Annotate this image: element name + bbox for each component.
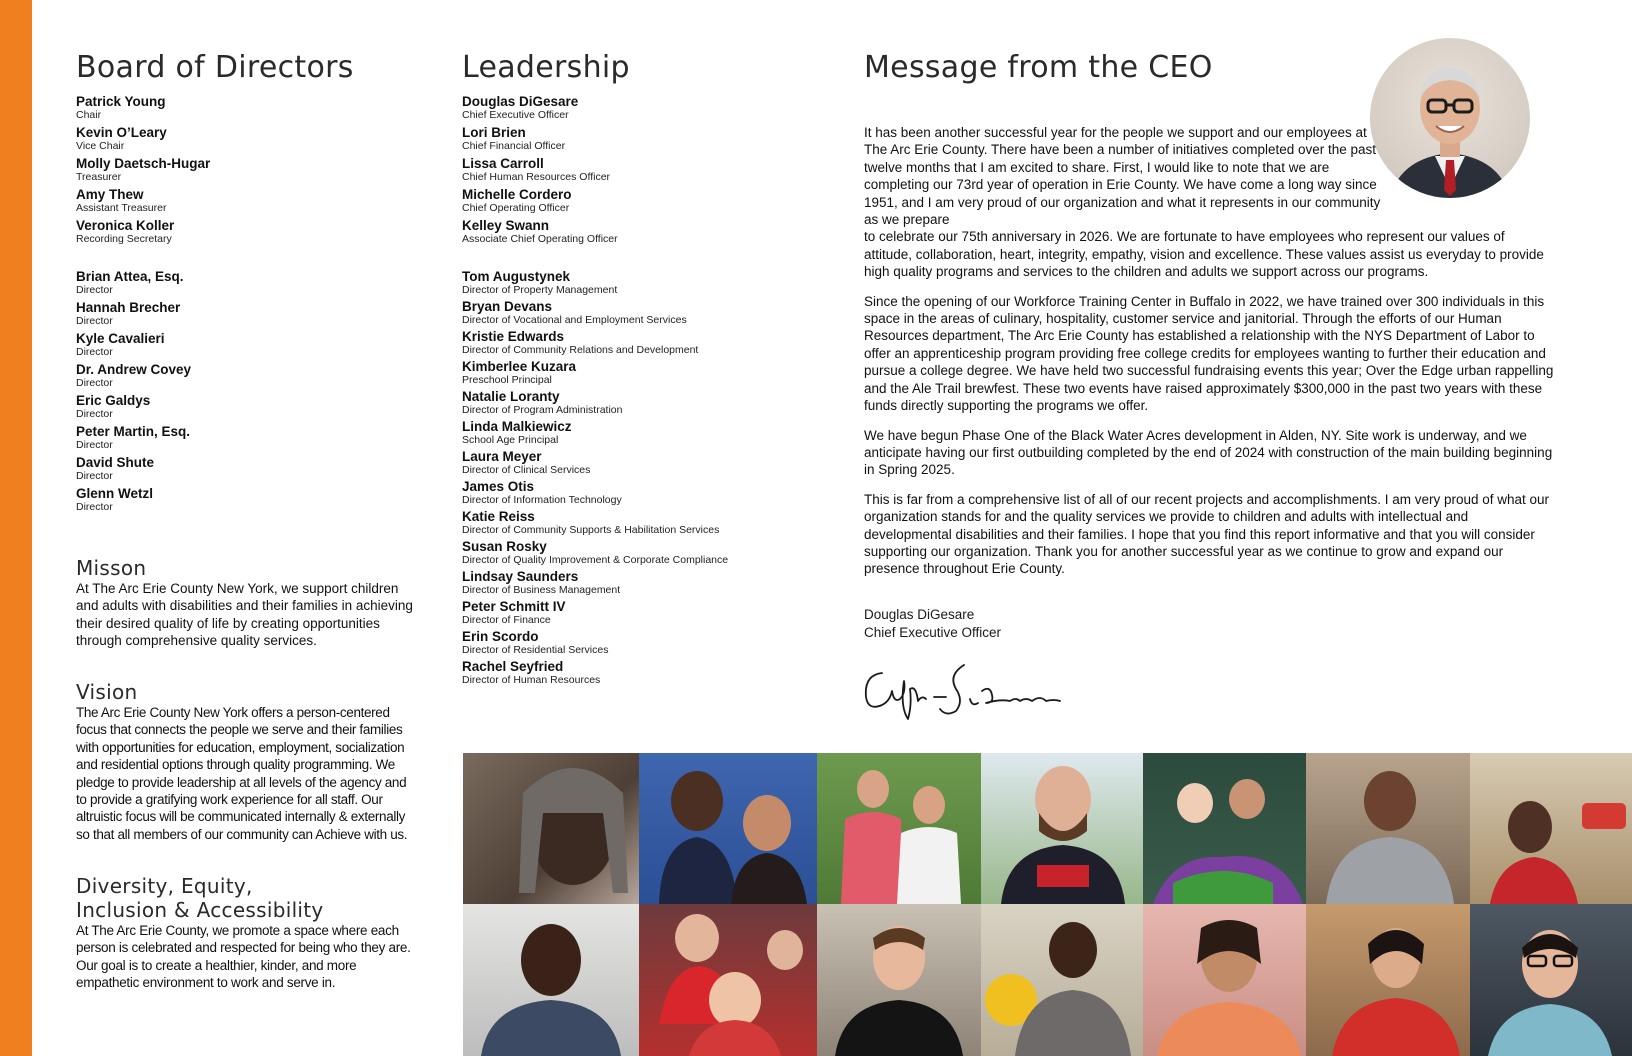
board-officer-name: Molly Daetsch-Hugar: [76, 156, 211, 171]
leadership-executive-entry: [462, 187, 822, 214]
photo-young-man-smiling: [463, 904, 639, 1056]
leadership-director-name: Erin Scordo: [462, 629, 539, 644]
board-director-name: Glenn Wetzl: [76, 486, 154, 501]
ceo-heading: Message from the CEO: [864, 50, 1213, 85]
leadership-director-title: Director of Vocational and Employment Services: [462, 314, 687, 326]
leadership-director-title: Director of Quality Improvement & Corporate Compliance: [462, 554, 729, 566]
board-director-name: Eric Galdys: [76, 393, 151, 408]
leadership-director-entry: [462, 419, 822, 446]
board-heading: Board of Directors: [76, 50, 354, 85]
board-officer-name: Kevin O’Leary: [76, 125, 167, 140]
photo-two-people-blue: [639, 753, 817, 904]
board-director-title: Director: [76, 408, 113, 420]
leadership-director-title: Director of Residential Services: [462, 644, 609, 656]
leadership-director-title: Director of Program Administration: [462, 404, 623, 416]
board-officer-name: Patrick Young: [76, 94, 166, 109]
leadership-executives-list: [462, 94, 822, 245]
photo-man-puma-hoodie: [1306, 753, 1470, 904]
board-directors-list: [76, 269, 416, 513]
leadership-executive-name: Michelle Cordero: [462, 187, 572, 202]
board-officer-entry: [76, 218, 416, 245]
board-director-entry: [76, 486, 416, 513]
leadership-director-title: Director of Property Management: [462, 284, 618, 296]
leadership-director-entry: [462, 539, 822, 566]
board-director-entry: [76, 393, 416, 420]
board-officer-name: Amy Thew: [76, 187, 144, 202]
leadership-director-entry: [462, 629, 822, 656]
board-officer-title: Treasurer: [76, 171, 122, 183]
leadership-director-name: Linda Malkiewicz: [462, 419, 572, 434]
board-director-title: Director: [76, 284, 113, 296]
ceo-message-body: [864, 124, 1554, 590]
leadership-executive-entry: [462, 156, 822, 183]
leadership-director-title: Director of Community Relations and Development: [462, 344, 699, 356]
leadership-director-name: James Otis: [462, 479, 535, 494]
leadership-executive-entry: [462, 218, 822, 245]
mission-section: [76, 556, 416, 650]
leadership-director-name: Rachel Seyfried: [462, 659, 564, 674]
ceo-paragraph-4: This is far from a comprehensive list of all of our recent projects and accomplishments. I am very proud of what our organization stands for and the quality services we provide to children and adults with intellectual and developmental disabilities and their families. I hope that you find this report informative and that you will consider supporting our organization. Thank you for another successful year as we continue to grow and expand our presence throughout Erie County.: [864, 491, 1550, 577]
leadership-director-title: Preschool Principal: [462, 374, 552, 386]
board-director-name: David Shute: [76, 455, 155, 470]
photo-woman-braids: [463, 753, 639, 904]
mission-heading: Misson: [76, 556, 147, 580]
leadership-director-title: Director of Community Supports & Habilitation Services: [462, 524, 720, 536]
leadership-director-entry: [462, 509, 822, 536]
photo-two-kids-play: [1143, 753, 1306, 904]
ceo-signature: [860, 655, 1080, 725]
leadership-executive-title: Chief Operating Officer: [462, 202, 570, 214]
leadership-director-entry: [462, 449, 822, 476]
ceo-signoff: [864, 606, 1001, 642]
vision-section: [76, 680, 416, 843]
board-officer-entry: [76, 187, 416, 214]
leadership-executive-title: Chief Human Resources Officer: [462, 171, 611, 183]
leadership-executive-name: Douglas DiGesare: [462, 94, 579, 109]
leadership-director-name: Tom Augustynek: [462, 269, 571, 284]
ceo-paragraph-3: We have begun Phase One of the Black Water Acres development in Alden, NY. Site work is underway, and we anticipate having our first outbuilding completed by the end of 2024 with construction of the main building beginning in Spring 2025.: [864, 427, 1553, 478]
photo-young-man-wheelchair: [817, 904, 981, 1056]
leadership-director-title: Director of Human Resources: [462, 674, 601, 686]
leadership-director-entry: [462, 329, 822, 356]
leadership-director-name: Natalie Loranty: [462, 389, 560, 404]
board-officer-title: Recording Secretary: [76, 233, 172, 245]
board-director-entry: [76, 331, 416, 358]
photo-man-gray-shirt: [981, 904, 1143, 1056]
leadership-heading: Leadership: [462, 50, 630, 85]
photo-man-beard-shirt: [981, 753, 1143, 904]
board-director-name: Brian Attea, Esq.: [76, 269, 184, 284]
leadership-executive-entry: [462, 125, 822, 152]
leadership-director-title: School Age Principal: [462, 434, 559, 446]
dei-heading-line2: Inclusion & Accessibility: [76, 898, 324, 922]
board-officer-name: Veronica Koller: [76, 218, 175, 233]
board-director-entry: [76, 300, 416, 327]
leadership-director-entry: [462, 299, 822, 326]
board-director-entry: [76, 362, 416, 389]
board-officer-title: Vice Chair: [76, 140, 125, 152]
board-director-title: Director: [76, 346, 113, 358]
board-director-title: Director: [76, 439, 113, 451]
board-director-entry: [76, 424, 416, 451]
board-officer-entry: [76, 125, 416, 152]
leadership-director-name: Bryan Devans: [462, 299, 553, 314]
leadership-director-name: Kimberlee Kuzara: [462, 359, 577, 374]
leadership-director-entry: [462, 599, 822, 626]
board-director-entry: [76, 269, 416, 296]
signoff-title: Chief Executive Officer: [864, 625, 1002, 640]
leadership-director-title: Director of Information Technology: [462, 494, 622, 506]
vision-text: The Arc Erie County New York offers a person-centered focus that connects the people we serve and their families with opportunities for education, employment, socialization and residential options through quality programming. We pledge to provide leadership at all levels of the agency and to provide a gratifying work experience for all staff. Our altruistic focus will be communicated internally & externally so that all members of our community can Achieve with us.: [76, 705, 408, 842]
leadership-director-name: Kristie Edwards: [462, 329, 565, 344]
leadership-director-entry: [462, 569, 822, 596]
vision-heading: Vision: [76, 680, 138, 704]
leadership-executive-title: Chief Financial Officer: [462, 140, 566, 152]
leadership-executive-name: Lissa Carroll: [462, 156, 544, 171]
leadership-section: [462, 50, 822, 689]
board-director-name: Hannah Brecher: [76, 300, 181, 315]
leadership-director-entry: [462, 359, 822, 386]
board-director-entry: [76, 455, 416, 482]
board-director-title: Director: [76, 315, 113, 327]
leadership-director-name: Katie Reiss: [462, 509, 535, 524]
signoff-name: Douglas DiGesare: [864, 607, 975, 622]
board-of-directors-section: [76, 50, 416, 517]
photo-child-toys: [1470, 753, 1632, 904]
dei-heading-line1: Diversity, Equity,: [76, 874, 253, 898]
dei-section: [76, 874, 416, 992]
board-director-name: Peter Martin, Esq.: [76, 424, 191, 439]
photo-collage: [463, 753, 1632, 1056]
photo-two-men-outdoors: [817, 753, 981, 904]
leadership-director-name: Susan Rosky: [462, 539, 547, 554]
leadership-director-name: Laura Meyer: [462, 449, 542, 464]
leadership-director-name: Lindsay Saunders: [462, 569, 579, 584]
board-officer-entry: [76, 156, 416, 183]
board-director-title: Director: [76, 377, 113, 389]
leadership-director-entry: [462, 479, 822, 506]
board-officers-list: [76, 94, 416, 245]
leadership-executive-entry: [462, 94, 822, 121]
board-director-title: Director: [76, 470, 113, 482]
leadership-executive-title: Associate Chief Operating Officer: [462, 233, 618, 245]
orange-accent-bar: [0, 0, 32, 1056]
leadership-director-name: Peter Schmitt IV: [462, 599, 566, 614]
leadership-director-title: Director of Business Management: [462, 584, 621, 596]
leadership-directors-list: [462, 269, 822, 686]
leadership-executive-name: Kelley Swann: [462, 218, 550, 233]
leadership-executive-title: Chief Executive Officer: [462, 109, 569, 121]
board-director-name: Dr. Andrew Covey: [76, 362, 192, 377]
leadership-director-entry: [462, 269, 822, 296]
photo-woman-orange-shirt: [1143, 904, 1306, 1056]
leadership-director-entry: [462, 659, 822, 686]
board-officer-entry: [76, 94, 416, 121]
leadership-director-title: Director of Clinical Services: [462, 464, 591, 476]
board-director-title: Director: [76, 501, 113, 513]
board-director-name: Kyle Cavalieri: [76, 331, 165, 346]
leadership-director-title: Director of Finance: [462, 614, 551, 626]
ceo-paragraph-1b: to celebrate our 75th anniversary in 2026. We are fortunate to have employees who represent our values of attitude, collaboration, heart, integrity, empathy, vision and excellence. These values assist us everyday to provide high quality programs and services to the children and adults we support across our programs.: [864, 229, 1544, 280]
photo-boy-red-hoodie: [1306, 904, 1470, 1056]
leadership-executive-name: Lori Brien: [462, 125, 526, 140]
dei-text: At The Arc Erie County, we promote a space where each person is celebrated and respected for being who they are. Our goal is to create a healthier, kinder, and more empathetic environment to work and serve in.: [76, 923, 411, 991]
ceo-paragraph-1a: It has been another successful year for the people we support and our employees at The Arc Erie County. There have been a number of initiatives completed over the past twelve months that I am excited to share. First, I would like to note that we are completing our 73rd year of operation in Erie County. We have come a long way since 1951, and I am very proud of our organization and what it represents in our community as we prepare: [864, 125, 1381, 228]
mission-text: At The Arc Erie County New York, we support children and adults with disabilities and their families in achieving their desired quality of life by creating opportunities through comprehensive quality services.: [76, 581, 413, 649]
photo-boy-glasses-laughing: [1470, 904, 1632, 1056]
photo-holiday-group: [639, 904, 817, 1056]
board-officer-title: Chair: [76, 109, 102, 121]
board-officer-title: Assistant Treasurer: [76, 202, 167, 214]
leadership-director-entry: [462, 389, 822, 416]
ceo-paragraph-2: Since the opening of our Workforce Training Center in Buffalo in 2022, we have trained over 300 individuals in this space in the areas of culinary, hospitality, customer service and janitorial. Through the efforts of our Human Resources department, The Arc Erie County has established a relationship with the NYS Department of Labor to offer an apprenticeship program providing free college credits for employees wanting to further their education and pursue a college degree. We have held two successful fundraising events this year; Over the Edge urban rappelling and the Ale Trail brewfest. These two events have raised approximately $300,000 in the past two years with these funds directly supporting the programs we offer.: [864, 293, 1554, 414]
